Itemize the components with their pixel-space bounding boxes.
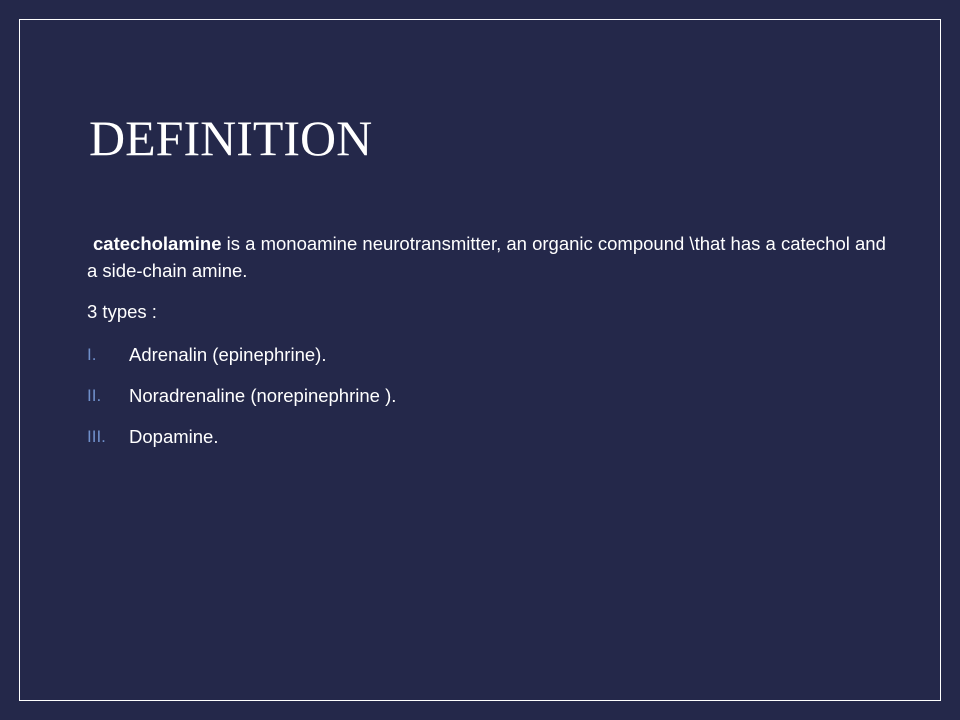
list-item-text: Dopamine. [129, 426, 219, 447]
list-numeral: III. [87, 427, 106, 446]
definition-text: is a monoamine neurotransmitter, an organic compound \that has a catechol and a side-chain amine. [87, 233, 886, 281]
list-numeral: II. [87, 386, 102, 405]
definition-term: catecholamine [93, 233, 222, 254]
slide-title: DEFINITION [89, 110, 373, 166]
definition-paragraph [87, 230, 887, 284]
list-numeral: I. [87, 345, 97, 364]
list-item-text: Adrenalin (epinephrine). [129, 344, 327, 365]
types-label: 3 types : [87, 301, 157, 322]
list-item-text: Noradrenaline (norepinephrine ). [129, 385, 397, 406]
